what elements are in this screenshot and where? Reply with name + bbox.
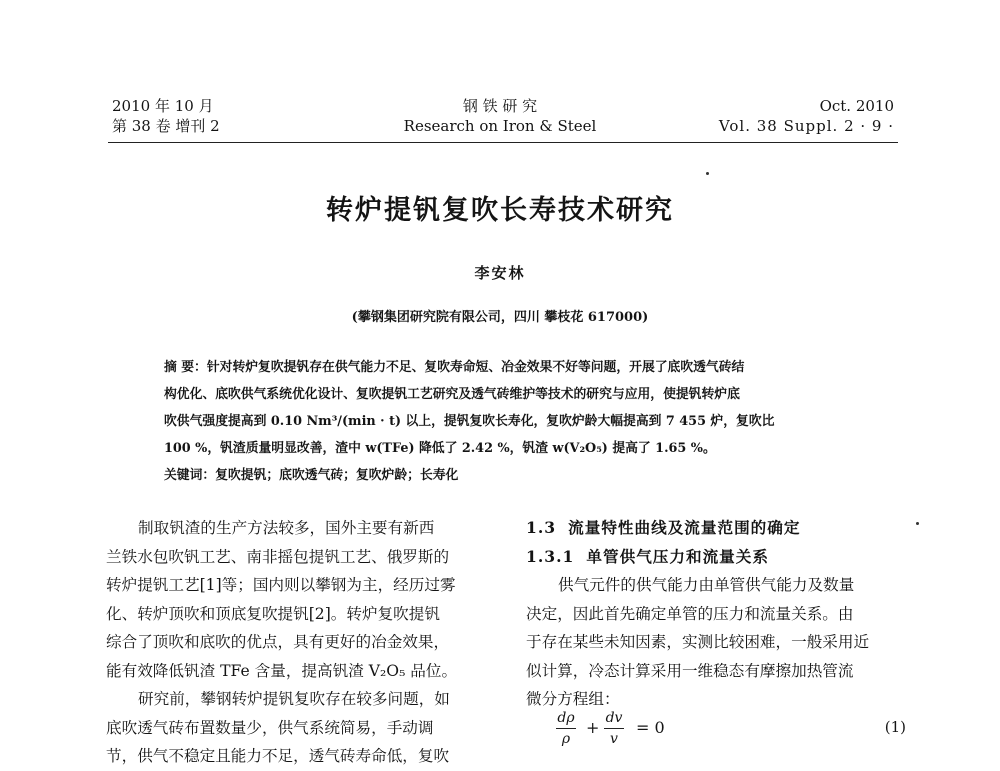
keywords: 关键词：复吹提钒；底吹透气砖；复吹炉龄；长寿化 (164, 468, 459, 483)
body-line: 研究前，攀钢转炉提钒复吹存在较多问题，如 (138, 690, 450, 708)
equation-1 (556, 710, 906, 750)
equation-plus: + (586, 718, 600, 737)
abstract-line: 吹供气强度提高到 0.10 Nm³/(min · t) 以上，提钒复吹长寿化，复吹炉龄大幅提高到 7 455 炉，复吹比 (164, 414, 775, 429)
scan-speck (706, 172, 709, 175)
fraction-bar (604, 728, 624, 729)
section-heading-1-3 (526, 514, 906, 543)
equation-fraction-drho (556, 710, 576, 747)
fraction-bar (556, 728, 576, 729)
body-right-column (526, 514, 906, 714)
section-number: 1.3.1 (526, 546, 575, 566)
section-title: 流量特性曲线及流量范围的确定 (568, 518, 801, 537)
header-rule (108, 142, 898, 143)
section-heading-1-3-1 (526, 543, 906, 572)
abstract-line: 摘 要：针对转炉复吹提钒存在供气能力不足、复吹寿命短、冶金效果不好等问题，开展了底吹透气砖结 (164, 360, 745, 375)
body-line: 兰铁水包吹钒工艺、南非摇包提钒工艺、俄罗斯的 (106, 547, 450, 566)
body-line: 供气元件的供气能力由单管供气能力及数量 (558, 576, 855, 594)
body-line: 节，供气不稳定且能力不足，透气砖寿命低，复吹 (106, 747, 450, 765)
body-line: 制取钒渣的生产方法较多，国外主要有新西 (138, 519, 435, 537)
fraction-denominator: ρ (561, 731, 571, 747)
equation-rhs: = 0 (636, 718, 665, 737)
header-date-en: Oct. 2010 (819, 97, 894, 115)
header-left (112, 96, 220, 136)
body-line: 综合了顶吹和底吹的优点，具有更好的冶金效果， (106, 633, 450, 651)
abstract (164, 354, 868, 489)
body-line: 决定，因此首先确定单管的压力和流量关系。由 (526, 604, 854, 623)
equation-fraction-dv (604, 710, 624, 747)
fraction-numerator: dρ (557, 710, 575, 726)
journal-name-en: Research on Iron & Steel (403, 117, 597, 135)
paper-title: 转炉提钒复吹长寿技术研究 (326, 195, 674, 226)
abstract-line: 构优化、底吹供气系统优化设计、复吹提钒工艺研究及透气砖维护等技术的研究与应用，使提钒转炉底 (164, 387, 740, 402)
body-line: 微分方程组： (526, 690, 620, 708)
abstract-line: 100 %，钒渣质量明显改善，渣中 w(TFe) 降低了 2.42 %，钒渣 w(V₂O₅) 提高了 1.65 %。 (164, 441, 716, 456)
body-line: 能有效降低钒渣 TFe 含量，提高钒渣 V₂O₅ 品位。 (106, 661, 458, 680)
body-line: 于存在某些未知因素，实测比较困难，一般采用近 (526, 633, 870, 651)
journal-name-cn: 钢 铁 研 究 (462, 97, 538, 115)
body-left-column (106, 514, 498, 771)
header-right (668, 96, 894, 136)
body-line: 化、转炉顶吹和顶底复吹提钒[2]。转炉复吹提钒 (106, 604, 440, 623)
header-journal (400, 96, 600, 136)
paper-author: 李安林 (474, 264, 526, 282)
header-volume: 第 38 卷 增刊 2 (112, 117, 220, 135)
paper-affiliation: (攀钢集团研究院有限公司，四川 攀枝花 617000) (351, 310, 649, 325)
equation-number: (1) (884, 718, 906, 736)
fraction-numerator: dv (605, 710, 623, 726)
header-volume-en: Vol. 38 Suppl. 2 · 9 · (718, 117, 894, 135)
body-line: 底吹透气砖布置数量少，供气系统简易，手动调 (106, 718, 434, 737)
fraction-denominator: v (610, 731, 618, 747)
header-date: 2010 年 10 月 (112, 97, 214, 115)
body-line: 转炉提钒工艺[1]等；国内则以攀钢为主，经历过雾 (106, 576, 456, 594)
scan-speck (916, 522, 919, 525)
section-number: 1.3 (526, 518, 557, 537)
section-title: 单管供气压力和流量关系 (586, 546, 769, 566)
body-line: 似计算，冷态计算采用一维稳态有摩擦加热管流 (526, 661, 854, 680)
